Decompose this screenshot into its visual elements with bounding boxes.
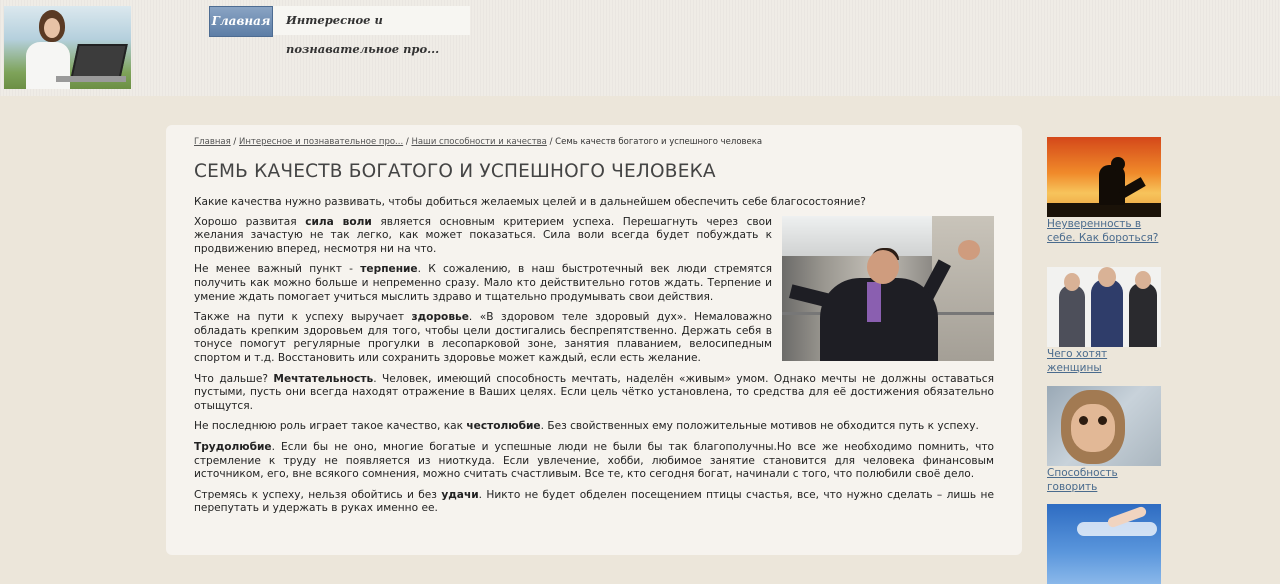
article-paragraph: Хорошо развитая сила воли является основным критерием успеха. Перешагнуть через свои желания зачастую не так легко, как может показаться. Сила воли всегда будет побуждать к продвижению вперед, несмотря ни на что. — [194, 215, 772, 255]
page-title: СЕМЬ КАЧЕСТВ БОГАТОГО И УСПЕШНОГО ЧЕЛОВЕКА — [194, 161, 716, 182]
article-paragraph: Что дальше? Мечтательность. Человек, имеющий способность мечтать, наделён «живым» умом. Однако мечты не должны оставаться пустыми, пусть они всегда находят отражение в Ваших целях. Если цель чётко установлена, то средства для её достижения обязательно отыщутся. — [194, 372, 994, 412]
main-content — [166, 125, 1022, 555]
breadcrumb-section-link[interactable]: Интересное и познавательное про... — [239, 137, 404, 147]
article-paragraph: Не менее важный пункт - терпение. К сожалению, в наш быстротечный век люди стремятся получить как можно больше и непременно сразу. Мало кто действительно готов ждать. Терпение и умение ждать помогает учиться мыслить здраво и тщательно продумывать свои действия. — [194, 263, 772, 303]
related-article-card[interactable] — [1047, 386, 1161, 494]
article-paragraph: Трудолюбие. Если бы не оно, многие богатые и успешные люди не были бы так благополучны.Но все же необходимо помнить, что стремление к труду не появляется из ниоткуда. Если увлечение, хобби, любимое занятие становится для человека финансовым источником, его, вне всякого сомнения, можно считать счастливым. Все те, кто сегодня богат, начинали с того, что полюбили своё дело. — [194, 440, 994, 481]
quality-term: Трудолюбие — [194, 440, 272, 453]
related-article-card[interactable] — [1047, 504, 1161, 584]
related-article-thumbnail[interactable] — [1047, 504, 1161, 584]
quality-term: здоровье — [411, 311, 469, 324]
breadcrumb-separator: / — [405, 137, 409, 147]
article-paragraph: Не последнюю роль играет такое качество, как честолюбие. Без свойственных ему положительные мотивов не обходится путь к успеху. — [194, 420, 979, 433]
quality-term: удачи — [441, 488, 479, 501]
quality-term: Мечтательность — [273, 372, 374, 385]
related-article-thumbnail[interactable] — [1047, 267, 1161, 347]
article-paragraph: Стремясь к успеху, нельзя обойтись и без удачи. Никто не будет обделен посещением птицы счастья, все, что нужно сделать – лишь не перепутать и удержать в руках именно ее. — [194, 488, 994, 515]
site-header — [0, 0, 1280, 96]
article-body — [194, 196, 994, 523]
quality-term: честолюбие — [466, 420, 541, 433]
site-logo[interactable] — [4, 6, 131, 89]
quality-term: сила воли — [305, 215, 372, 228]
related-article-link[interactable]: Чего хотят женщины — [1047, 348, 1108, 374]
related-article-link[interactable]: Способность говорить — [1047, 467, 1118, 493]
breadcrumb-subsection-link[interactable]: Наши способности и качества — [411, 137, 547, 147]
related-article-card[interactable] — [1047, 267, 1161, 375]
related-article-card[interactable] — [1047, 137, 1161, 245]
breadcrumb — [194, 137, 762, 147]
related-article-thumbnail[interactable] — [1047, 386, 1161, 466]
article-image-success-man — [782, 216, 994, 361]
breadcrumb-home-link[interactable]: Главная — [194, 137, 231, 147]
breadcrumb-separator: / — [549, 137, 553, 147]
related-article-link[interactable]: Неуверенность в себе. Как бороться? — [1047, 218, 1159, 244]
related-articles-sidebar — [1035, 125, 1175, 555]
article-intro: Какие качества нужно развивать, чтобы добиться желаемых целей и в дальнейшем обеспечить себе благосостояние? — [194, 196, 866, 208]
breadcrumb-current: Семь качеств богатого и успешного человека — [555, 137, 763, 147]
nav-tab-section[interactable]: Интересное и познавательное про... — [273, 6, 470, 35]
related-article-thumbnail[interactable] — [1047, 137, 1161, 217]
article-paragraph: Также на пути к успеху выручает здоровье. «В здоровом теле здоровый дух». Немаловажно обладать крепким здоровьем для того, чтобы цели достигались беспрепятственно. Держать себя в тонусе помогут регулярные прогулки в лесопарковой зоне, занятия плаванием, велосипедным спортом и т.д. Восстановить или сохранить здоровье может каждый, если есть желание. — [194, 311, 772, 364]
breadcrumb-separator: / — [233, 137, 237, 147]
nav-tab-home[interactable]: Главная — [209, 6, 273, 37]
quality-term: терпение — [360, 263, 418, 276]
